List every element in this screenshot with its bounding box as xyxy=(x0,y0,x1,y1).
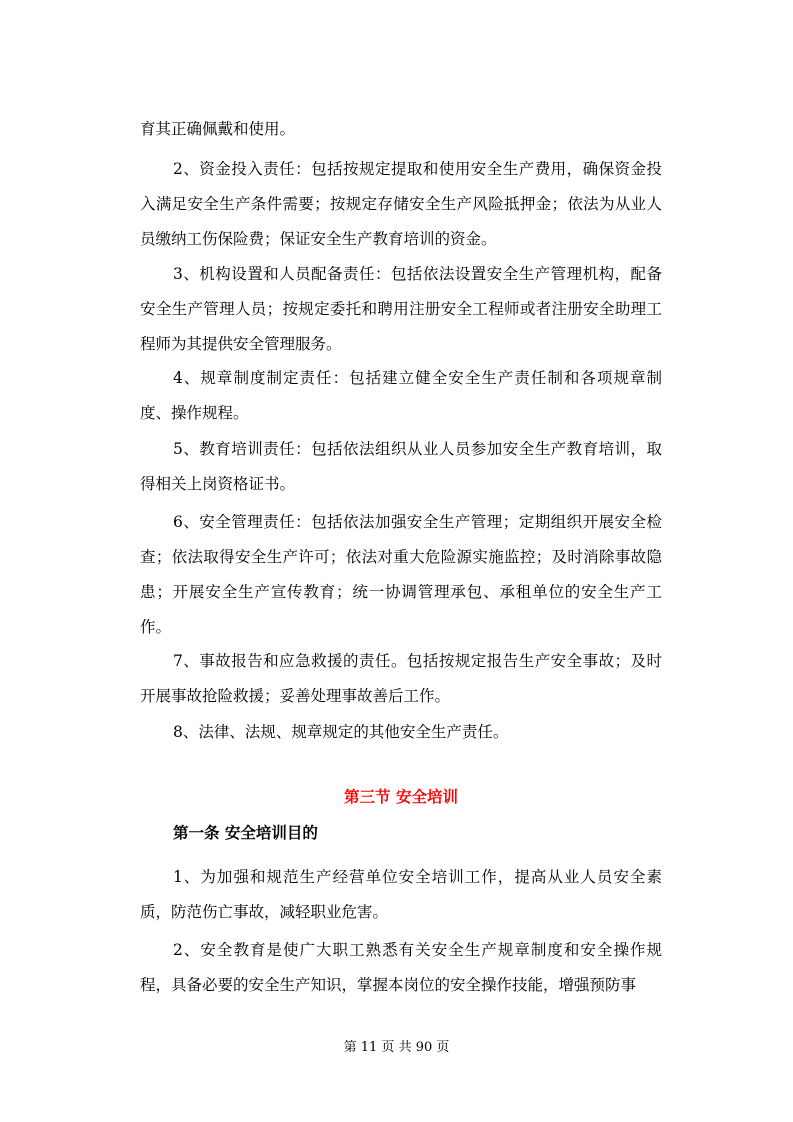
page-number-footer: 第 11 页 共 90 页 xyxy=(343,1040,450,1055)
paragraph-safety-management: 6、安全管理责任：包括依法加强安全生产管理；定期组织开展安全检查；依法取得安全生产许可；依法对重大危险源实施监控；及时消除事故隐患；开展安全生产宣传教育；统一协调管理承包、承租单位的安全生产工作。 xyxy=(140,513,662,636)
paragraph-training-purpose-2: 2、安全教育是使广大职工熟悉有关安全生产规章制度和安全操作规程，具备必要的安全生产知识，掌握本岗位的安全操作技能，增强预防事 xyxy=(140,941,662,994)
paragraph-funding-responsibility: 2、资金投入责任：包括按规定提取和使用安全生产费用，确保资金投入满足安全生产条件需要；按规定存储安全生产风险抵押金；依法为从业人员缴纳工伤保险费；保证安全生产教育培训的资金。 xyxy=(140,160,662,248)
paragraph-training-purpose-1: 1、为加强和规范生产经营单位安全培训工作，提高从业人员安全素质，防范伤亡事故，减轻职业危害。 xyxy=(140,868,662,921)
paragraph-accident-reporting: 7、事故报告和应急救援的责任。包括按规定报告生产安全事故；及时开展事故抢险救援；妥善处理事故善后工作。 xyxy=(140,652,662,705)
article-title: 第一条 安全培训目的 xyxy=(173,824,318,842)
paragraph-education-training: 5、教育培训责任：包括依法组织从业人员参加安全生产教育培训，取得相关上岗资格证书。 xyxy=(140,440,662,493)
paragraph-organization-staffing: 3、机构设置和人员配备责任：包括依法设置安全生产管理机构，配备安全生产管理人员；按规定委托和聘用注册安全工程师或者注册安全助理工程师为其提供安全管理服务。 xyxy=(140,265,662,353)
paragraph-regulations: 4、规章制度制定责任：包括建立健全安全生产责任制和各项规章制度、操作规程。 xyxy=(140,369,662,422)
paragraph-continuation: 育其正确佩戴和使用。 xyxy=(140,120,296,138)
paragraph-other-responsibilities: 8、法律、法规、规章规定的其他安全生产责任。 xyxy=(173,723,509,741)
section-title: 第三节 安全培训 xyxy=(344,788,458,806)
